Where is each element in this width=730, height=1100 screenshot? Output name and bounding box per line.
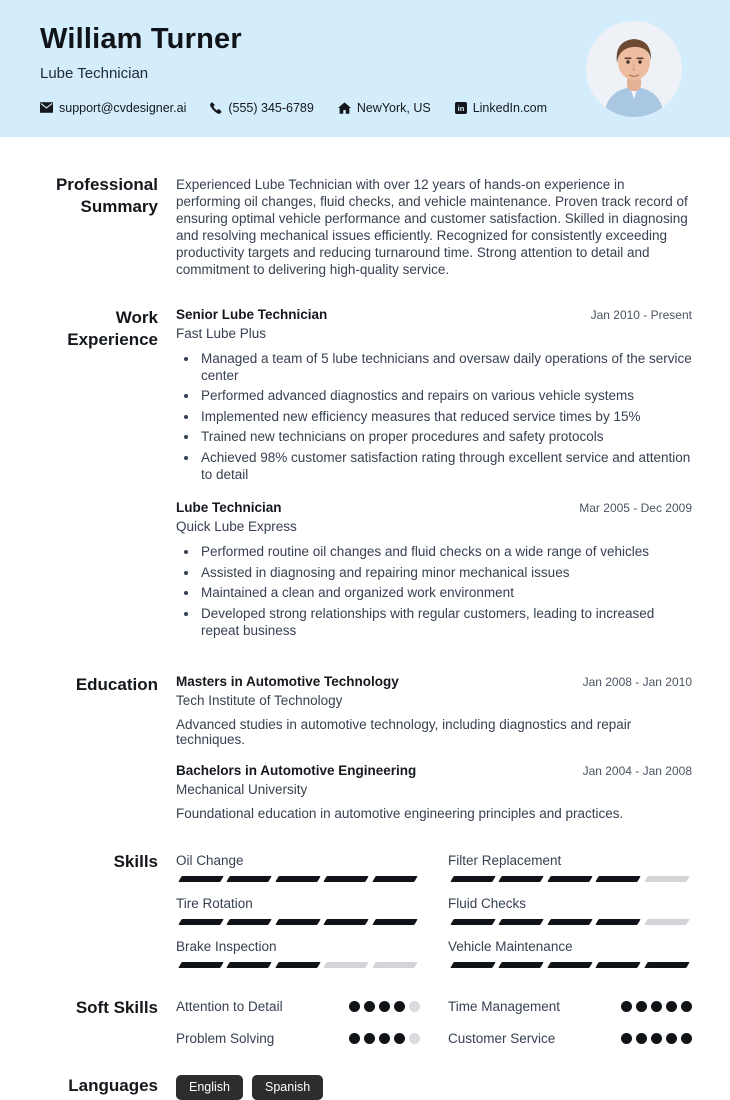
degree-description: Advanced studies in automotive technology, including diagnostics and repair techniques. (176, 717, 632, 748)
skill-segment-filled (595, 962, 641, 968)
rating-dot-filled (681, 1001, 692, 1012)
rating-dot-filled (636, 1001, 647, 1012)
skill-segment-filled (450, 876, 496, 882)
avatar (586, 21, 682, 117)
soft-skill-rating (621, 1033, 692, 1044)
job-company: Quick Lube Express (176, 519, 297, 535)
language-badge: English (176, 1075, 243, 1100)
skill-segment-filled (372, 876, 418, 882)
summary-text: Experienced Lube Technician with over 12 years of hands-on experience in performing oil changes, fluid checks, and vehicle maintenance. Proven track record of ensuring optimal vehicle performance and customer satisfaction. Skilled in diagnosing and resolving mechanical issues efficiently. Recognized for consistently exceeding productivity targets and reducing turnaround time. Strong attention to detail and commitment to delivering high-quality service. (176, 177, 688, 277)
rating-dot-filled (349, 1033, 360, 1044)
soft-skill-name: Customer Service (448, 1031, 556, 1047)
skill-segment-filled (499, 919, 545, 925)
contact-text: NewYork, US (356, 100, 431, 115)
soft-skill-name: Attention to Detail (176, 999, 283, 1015)
job-header (176, 500, 692, 515)
section-soft-skills (30, 997, 692, 1046)
skill-level-bar (448, 876, 692, 882)
rating-dot-filled (666, 1001, 677, 1012)
rating-dot-filled (621, 1033, 632, 1044)
skill-segment-filled (178, 876, 224, 882)
rating-dot-filled (651, 1033, 662, 1044)
skill-name: Brake Inspection (176, 939, 277, 955)
skill-segment-filled (499, 962, 545, 968)
section-heading-education: Education (75, 675, 158, 695)
skill-item (176, 853, 420, 882)
skill-level-bar (176, 876, 420, 882)
contact-item-email[interactable] (40, 101, 186, 115)
job-entry (176, 500, 692, 639)
job-company: Fast Lube Plus (176, 326, 267, 341)
rating-dot-filled (394, 1033, 405, 1044)
skill-segment-filled (644, 962, 690, 968)
job-bullet: • Implemented new efficiency measures that reduced service times by 15% (199, 409, 692, 426)
soft-skill-rating (349, 1033, 420, 1044)
job-title: Lube Technician (176, 500, 282, 516)
skill-name: Oil Change (176, 853, 244, 869)
job-bullet: • Managed a team of 5 lube technicians and oversaw daily operations of the service center (199, 351, 692, 384)
rating-dot-filled (621, 1001, 632, 1012)
job-entry (176, 307, 692, 483)
skill-segment-filled (547, 962, 593, 968)
section-heading-work-experience: Work Experience (67, 308, 158, 349)
degree-school: Tech Institute of Technology (176, 693, 343, 709)
svg-text:in: in (457, 103, 465, 113)
language-badge: Spanish (252, 1075, 323, 1100)
skill-level-bar (176, 919, 420, 925)
soft-skill-item (448, 1031, 692, 1046)
soft-skill-item (176, 1031, 420, 1046)
skill-item (448, 853, 692, 882)
skill-item (176, 896, 420, 925)
resume-body (0, 137, 730, 1100)
skill-segment-filled (227, 919, 273, 925)
job-bullet: • Maintained a clean and organized work environment (199, 585, 692, 602)
contact-text: support@cvdesigner.ai (59, 100, 187, 115)
job-bullet: • Performed routine oil changes and fluid checks on a wide range of vehicles (199, 544, 692, 561)
rating-dot-filled (681, 1033, 692, 1044)
section-heading-soft-skills: Soft Skills (75, 998, 158, 1018)
soft-skill-item (448, 999, 692, 1014)
degree-description: Foundational education in automotive engineering principles and practices. (176, 806, 624, 822)
skill-name: Vehicle Maintenance (448, 939, 573, 955)
soft-skill-name: Problem Solving (176, 1031, 275, 1047)
skill-segment-filled (178, 919, 224, 925)
job-date: Mar 2005 - Dec 2009 (579, 501, 692, 516)
candidate-job-title: Lube Technician (40, 64, 149, 82)
rating-dot-empty (409, 1001, 420, 1012)
skill-segment-filled (275, 919, 321, 925)
rating-dot-filled (379, 1001, 390, 1012)
degree-date: Jan 2008 - Jan 2010 (582, 675, 692, 690)
job-bullet: • Trained new technicians on proper procedures and safety protocols (199, 429, 692, 446)
skill-segment-filled (499, 876, 545, 882)
home-icon (338, 102, 351, 114)
soft-skill-rating (621, 1001, 692, 1012)
rating-dot-filled (666, 1033, 677, 1044)
section-work-experience (30, 307, 692, 643)
job-bullet-list (176, 544, 692, 639)
section-professional-summary (30, 174, 692, 278)
soft-skill-item (176, 999, 420, 1014)
skill-segment-filled (547, 919, 593, 925)
skill-segment-empty (644, 919, 690, 925)
skill-item (448, 939, 692, 968)
rating-dot-filled (364, 1033, 375, 1044)
job-date: Jan 2010 - Present (590, 308, 692, 322)
contact-row (40, 101, 547, 115)
rating-dot-filled (394, 1001, 405, 1012)
candidate-name: William Turner (40, 23, 242, 55)
skill-segment-filled (275, 962, 321, 968)
rating-dot-filled (349, 1001, 360, 1012)
education-entry (176, 763, 692, 821)
skill-level-bar (176, 962, 420, 968)
skill-segment-empty (372, 962, 418, 968)
section-heading-skills: Skills (113, 852, 158, 872)
skill-segment-filled (323, 919, 369, 925)
header-identity (40, 20, 547, 115)
skill-name: Tire Rotation (176, 896, 253, 912)
skill-segment-filled (595, 919, 641, 925)
degree-date: Jan 2004 - Jan 2008 (582, 764, 692, 779)
education-entry (176, 674, 692, 747)
skill-segment-filled (323, 876, 369, 882)
skill-segment-filled (372, 919, 418, 925)
resume-header (0, 0, 730, 137)
rating-dot-filled (636, 1033, 647, 1044)
contact-item-linkedin[interactable] (455, 101, 547, 115)
job-bullet: • Achieved 98% customer satisfaction rating through excellent service and attention to detail (199, 450, 692, 483)
job-bullet-list (176, 351, 692, 483)
skill-segment-empty (323, 962, 369, 968)
skill-segment-filled (227, 962, 273, 968)
rating-dot-filled (364, 1001, 375, 1012)
skill-segment-filled (547, 876, 593, 882)
rating-dot-filled (651, 1001, 662, 1012)
phone-icon (210, 102, 222, 114)
skill-level-bar (448, 919, 692, 925)
section-heading-languages: Languages (68, 1076, 158, 1096)
degree-title: Bachelors in Automotive Engineering (176, 763, 417, 779)
contact-text: LinkedIn.com (472, 100, 548, 115)
skill-name: Filter Replacement (448, 853, 562, 869)
skill-item (176, 939, 420, 968)
section-languages (30, 1075, 692, 1100)
contact-item-home[interactable] (338, 101, 431, 115)
job-bullet: • Performed advanced diagnostics and repairs on various vehicle systems (199, 388, 692, 405)
section-heading-professional-summary: Professional Summary (55, 175, 158, 216)
degree-header (176, 674, 692, 689)
rating-dot-empty (409, 1033, 420, 1044)
skill-segment-filled (450, 962, 496, 968)
section-education (30, 674, 692, 821)
rating-dot-filled (379, 1033, 390, 1044)
skill-segment-filled (178, 962, 224, 968)
job-bullet: • Developed strong relationships with regular customers, leading to increased repeat business (199, 606, 692, 639)
section-skills (30, 851, 692, 968)
skill-segment-filled (275, 876, 321, 882)
soft-skill-rating (349, 1001, 420, 1012)
skill-name: Fluid Checks (448, 896, 527, 912)
avatar-photo-illustration (586, 21, 682, 117)
degree-header (176, 763, 692, 778)
linkedin-icon (455, 102, 467, 114)
job-bullet: • Assisted in diagnosing and repairing minor mechanical issues (199, 565, 692, 582)
contact-item-phone[interactable] (210, 101, 313, 115)
skill-segment-empty (644, 876, 690, 882)
email-icon (40, 102, 53, 113)
skill-item (448, 896, 692, 925)
job-header (176, 307, 692, 322)
skill-segment-filled (450, 919, 496, 925)
skill-segment-filled (227, 876, 273, 882)
degree-title: Masters in Automotive Technology (176, 674, 399, 690)
contact-text: (555) 345-6789 (228, 100, 314, 115)
soft-skill-name: Time Management (448, 999, 561, 1015)
skill-segment-filled (595, 876, 641, 882)
skill-level-bar (448, 962, 692, 968)
degree-school: Mechanical University (176, 782, 308, 798)
job-title: Senior Lube Technician (176, 307, 328, 322)
